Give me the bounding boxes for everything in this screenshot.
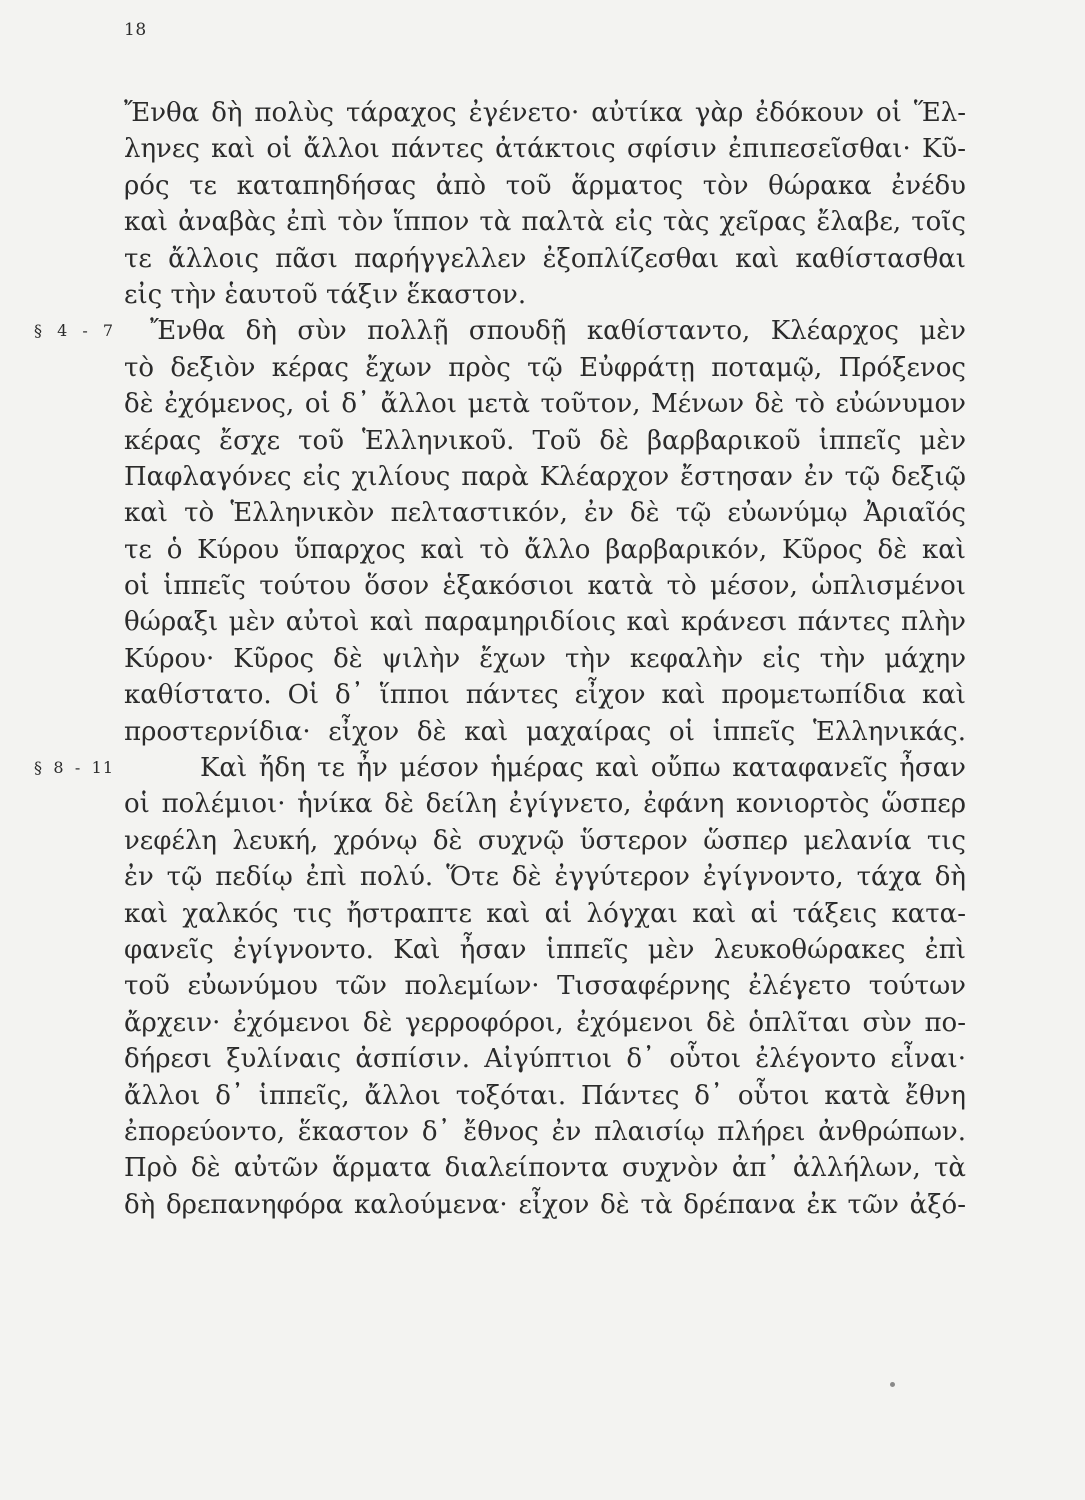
text-line: Καὶ ἤδη τε ἦν μέσον ἡμέρας καὶ οὔπω καταφανεῖς ἦσαν bbox=[200, 753, 966, 784]
text-line: κέρας ἔσχε τοῦ Ἑλληνικοῦ. Τοῦ δὲ βαρβαρικοῦ ἱππεῖς μὲν bbox=[124, 425, 966, 456]
text-line: τοῦ εὐωνύμου τῶν πολεμίων· Τισσαφέρνης ἐλέγετο τούτων bbox=[124, 971, 966, 1002]
text-line: ληνες καὶ οἱ ἄλλοι πάντες ἀτάκτοις σφίσιν ἐπιπεσεῖσθαι· Κῦ- bbox=[124, 134, 966, 165]
text-line: φανεῖς ἐγίγνοντο. Καὶ ἦσαν ἱππεῖς μὲν λευκοθώρακες ἐπὶ bbox=[124, 934, 966, 965]
page-number: 18 bbox=[124, 20, 147, 40]
text-line: θώραξι μὲν αὐτοὶ καὶ παραμηριδίοις καὶ κράνεσι πάντες πλὴν bbox=[124, 607, 966, 638]
text-line: προστερνίδια· εἶχον δὲ καὶ μαχαίρας οἱ ἱππεῖς Ἑλληνικάς. bbox=[124, 716, 966, 747]
text-line: ρός τε καταπηδήσας ἀπὸ τοῦ ἅρματος τὸν θώρακα ἐνέδυ bbox=[124, 170, 966, 201]
main-text bbox=[34, 95, 966, 1223]
text-line: οἱ πολέμιοι· ἡνίκα δὲ δείλη ἐγίγνετο, ἐφάνη κονιορτὸς ὥσπερ bbox=[124, 789, 966, 820]
section-marker: § 8 - 11 bbox=[34, 758, 114, 778]
text-line: ἐν τῷ πεδίῳ ἐπὶ πολύ. Ὅτε δὲ ἐγγύτερον ἐγίγνοντο, τάχα δὴ bbox=[124, 862, 966, 893]
text-line: τε ἄλλοις πᾶσι παρήγγελλεν ἐξοπλίζεσθαι καὶ καθίστασθαι bbox=[124, 243, 966, 274]
text-line: καὶ ἀναβὰς ἐπὶ τὸν ἵππον τὰ παλτὰ εἰς τὰς χεῖρας ἔλαβε, τοῖς bbox=[124, 207, 966, 238]
text-line: Κύρου· Κῦρος δὲ ψιλὴν ἔχων τὴν κεφαλὴν εἰς τὴν μάχην bbox=[124, 643, 966, 674]
text-line: καθίστατο. Οἱ δ᾽ ἵπποι πάντες εἶχον καὶ προμετωπίδια καὶ bbox=[124, 680, 966, 711]
text-line: τε ὁ Κύρου ὕπαρχος καὶ τὸ ἄλλο βαρβαρικόν, Κῦρος δὲ καὶ bbox=[124, 534, 966, 565]
text-line: ἄρχειν· ἐχόμενοι δὲ γερροφόροι, ἐχόμενοι δὲ ὁπλῖται σὺν πο- bbox=[124, 1007, 966, 1038]
text-line-with-note bbox=[34, 313, 966, 349]
text-line: Παφλαγόνες εἰς χιλίους παρὰ Κλέαρχον ἔστησαν ἐν τῷ δεξιῷ bbox=[124, 461, 966, 492]
text-line: Ἔνθα δὴ σὺν πολλῇ σπουδῇ καθίσταντο, Κλέαρχος μὲν bbox=[150, 316, 966, 347]
text-line: δήρεσι ξυλίναις ἀσπίσιν. Αἰγύπτιοι δ᾽ οὗτοι ἐλέγοντο εἶναι· bbox=[124, 1044, 966, 1075]
text-line: εἰς τὴν ἑαυτοῦ τάξιν ἕκαστον. bbox=[124, 279, 527, 310]
text-line: δὲ ἐχόμενος, οἱ δ᾽ ἄλλοι μετὰ τοῦτον, Μένων δὲ τὸ εὐώνυμον bbox=[124, 389, 966, 420]
text-line: Πρὸ δὲ αὐτῶν ἅρματα διαλείποντα συχνὸν ἀπ᾽ ἀλλήλων, τὰ bbox=[124, 1153, 966, 1184]
text-line: ἐπορεύοντο, ἕκαστον δ᾽ ἔθνος ἐν πλαισίῳ πλήρει ἀνθρώπων. bbox=[124, 1116, 966, 1147]
text-line: καὶ χαλκός τις ἤστραπτε καὶ αἱ λόγχαι καὶ αἱ τάξεις κατα- bbox=[124, 898, 966, 929]
text-line: ἄλλοι δ᾽ ἱππεῖς, ἄλλοι τοξόται. Πάντες δ᾽ οὗτοι κατὰ ἔθνη bbox=[124, 1080, 966, 1111]
text-line-with-note bbox=[34, 750, 966, 786]
text-line: Ἔνθα δὴ πολὺς τάραχος ἐγένετο· αὐτίκα γὰρ ἐδόκουν οἱ Ἕλ- bbox=[124, 98, 966, 128]
text-line: τὸ δεξιὸν κέρας ἔχων πρὸς τῷ Εὐφράτῃ ποταμῷ, Πρόξενος bbox=[124, 352, 966, 383]
text-line: δὴ δρεπανηφόρα καλούμενα· εἶχον δὲ τὰ δρέπανα ἐκ τῶν ἀξό- bbox=[124, 1189, 966, 1220]
text-line: νεφέλη λευκή, χρόνῳ δὲ συχνῷ ὕστερον ὥσπερ μελανία τις bbox=[124, 825, 966, 856]
section-marker: § 4 - 7 bbox=[34, 321, 114, 341]
text-line: καὶ τὸ Ἑλληνικὸν πελταστικόν, ἐν δὲ τῷ εὐωνύμῳ Ἀριαῖός bbox=[124, 498, 966, 529]
text-line: οἱ ἱππεῖς τούτου ὅσον ἑξακόσιοι κατὰ τὸ μέσον, ὡπλισμένοι bbox=[124, 571, 966, 602]
ink-speck bbox=[890, 1382, 895, 1387]
